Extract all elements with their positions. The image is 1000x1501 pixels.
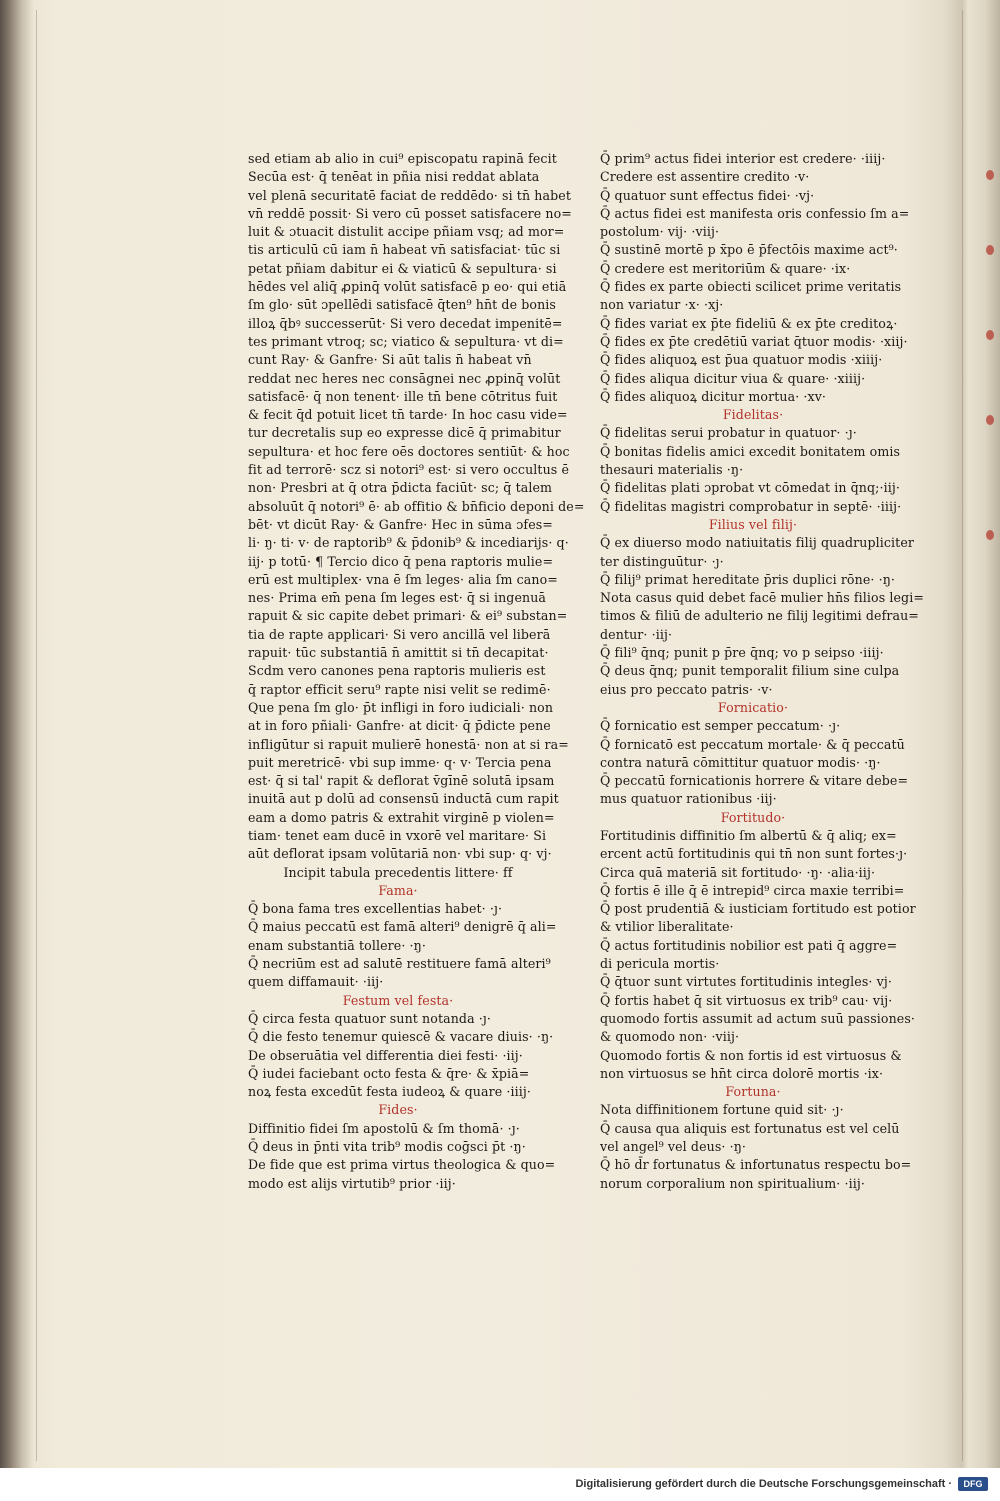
text-line: Q̄ iudei faciebant octo festa & q̄re· & x̄piā= xyxy=(248,1065,530,1081)
text-line: Q̄ ex diuerso modo natiuitatis filij quadrupliciter xyxy=(600,535,915,551)
text-line: tiam· tenet eam ducē in vxorē vel maritare· Si xyxy=(248,827,547,843)
text-line: Que pena ſm glo· p̄t infligi in foro iudiciali· non xyxy=(248,699,554,715)
text-line: Q̄ quatuor sunt effectus fidei· ·vj· xyxy=(600,187,815,203)
left-text-column xyxy=(248,150,585,1193)
text-line: reddat nec heres nec consāgnei nec ꝓpinq̄ volūt xyxy=(248,370,561,386)
text-line: vel angel⁹ vel deus· ·ŋ· xyxy=(600,1139,747,1155)
text-line: aūt deflorat ipsam volūtariā non· vbi sup· q· vj· xyxy=(248,846,552,862)
text-line: Q̄ fidelitas plati ɔprobat vt cōmedat in q̄nq;·iij· xyxy=(600,480,900,496)
text-line: postolum· vij· ·viij· xyxy=(600,224,720,240)
text-line: modo est alijs virtutib⁹ prior ·iij· xyxy=(248,1175,456,1191)
text-line: non· Presbri at q̄ otra p̄dicta faciūt· sc; q̄ talem xyxy=(248,480,553,496)
text-line: thesauri materialis ·ŋ· xyxy=(600,462,744,478)
next-page-edge-rubrics xyxy=(986,150,998,550)
text-line: Q̄ causa qua aliquis est fortunatus est vel celū xyxy=(600,1120,900,1136)
text-line: li· ŋ· ti· v· de raptorib⁹ & p̄donib⁹ & incediarijs· q· xyxy=(248,535,569,551)
text-line: norum corporalium non spiritualium· ·iij· xyxy=(600,1175,865,1191)
text-line: est· q̄ si tal' rapit & deflorat v̄gīnē solutā ipsam xyxy=(248,773,555,789)
text-line: illoꝝ q̄bꝰ successerūt· Si vero decedat impenitē= xyxy=(248,315,563,331)
text-line: rapuit & sic capite debet primari· & ei⁹ substan= xyxy=(248,608,568,624)
text-line: vn̄ reddē possit· Si vero cū posset satisfacere no= xyxy=(248,205,572,221)
text-line: nes· Prima em̄ pena ſm leges est· q̄ si ingenuā xyxy=(248,590,547,606)
text-line: Q̄ fides aliquoꝝ est p̄ua quatuor modis ·xiiij· xyxy=(600,352,883,368)
text-line: Q̄ fornicatio est semper peccatum· ·ȷ· xyxy=(600,718,841,734)
text-line: Q̄ actus fidei est manifesta oris confessio ſm a= xyxy=(600,205,910,221)
text-line: Q̄ sustinē mortē p x̄po ē p̄fectōis maxime act⁹· xyxy=(600,242,898,258)
text-line: Q̄ fides ex parte obiecti scilicet prime veritatis xyxy=(600,279,902,295)
text-line: tur decretalis sup eo expresse dicē q̄ primabitur xyxy=(248,425,561,441)
text-line: Q̄ deus q̄nq; punit temporalit filium sine culpa xyxy=(600,663,900,679)
dfg-logo: DFG xyxy=(958,1477,988,1491)
text-line: puit meretricē· vbi sup imme· q· v· Tercia pena xyxy=(248,754,552,770)
text-line: erū est multiplex· vna ē ſm leges· alia ſm cano= xyxy=(248,571,558,587)
text-line: tis articulū cū iam n̄ habeat vn̄ satisfaciat· tūc si xyxy=(248,242,561,258)
text-line: Q̄ q̄tuor sunt virtutes fortitudinis integles· vj· xyxy=(600,974,892,990)
right-text-column xyxy=(600,150,925,1193)
text-line: at in foro pñiali· Ganfre· at dicit· q̄ p̄dicte pene xyxy=(248,718,551,734)
text-line: tia de rapte applicari· Si vero ancillā vel liberā xyxy=(248,626,551,642)
text-line: Q̄ fortis habet q̄ sit virtuosus ex trib⁹ cau· vij· xyxy=(600,992,893,1008)
text-line: & quomodo non· ·viij· xyxy=(600,1029,740,1045)
text-line: Q̄ maius peccatū est famā alteri⁹ denigrē q̄ ali= xyxy=(248,919,557,935)
text-line: Q̄ hō d̄r fortunatus & infortunatus respectu bo= xyxy=(600,1157,912,1173)
text-line: eam a domo patris & extrahit virginē p violen= xyxy=(248,809,555,825)
text-line: De obseruātia vel differentia diei festi· ·iij· xyxy=(248,1047,523,1063)
text-line: tes primant vtroq; sc; viatico & sepultura· vt di= xyxy=(248,333,564,349)
text-line: Q̄ circa festa quatuor sunt notanda ·ȷ· xyxy=(248,1010,492,1026)
text-line: Q̄ fidelitas serui probatur in quatuor· ·ȷ· xyxy=(600,425,857,441)
text-line: rapuit· tūc substantiā n̄ amittit si tn̄ decapitat· xyxy=(248,645,549,661)
text-line: sepultura· et hoc fere oēs doctores sentiūt· & hoc xyxy=(248,443,570,459)
text-line: Q̄ post prudentiā & iusticiam fortitudo est potior xyxy=(600,901,916,917)
text-line: Fortitudinis diffinitio ſm albertū & q̄ aliq; ex= xyxy=(600,827,897,843)
text-line: ercent actū fortitudinis qui tn̄ non sunt fortes·ȷ· xyxy=(600,846,908,862)
text-line: & fecit q̄d potuit licet tn̄ tarde· In hoc casu vide= xyxy=(248,407,568,423)
text-line: Scdm vero canones pena raptoris mulieris est xyxy=(248,663,546,679)
text-line: Incipit tabula precedentis littere· ff xyxy=(283,864,513,880)
section-heading: Fortitudo· xyxy=(720,809,786,825)
text-line: non virtuosus se hn̄t circa dolorē mortis ·ix· xyxy=(600,1065,884,1081)
text-line: inuitā aut p dolū ad consensū inductā cum rapit xyxy=(248,791,559,807)
text-line: bēt· vt dicūt Ray· & Ganfre· Hec in sūma ɔfes= xyxy=(248,516,553,532)
section-heading: Fortuna· xyxy=(725,1084,781,1100)
text-line: Q̄ fidelitas magistri comprobatur in septē· ·iiij· xyxy=(600,498,902,514)
funding-notice: Digitalisierung gefördert durch die Deutsche Forschungsgemeinschaft · xyxy=(575,1478,952,1490)
text-line: Q̄ fides variat ex p̄te fideliū & ex p̄te creditoꝝ· xyxy=(600,315,898,331)
section-heading: Fornicatio· xyxy=(717,699,789,715)
text-line: di pericula mortis· xyxy=(600,956,720,972)
text-line: & vtilior liberalitate· xyxy=(600,919,734,935)
text-line: ter distinguūtur· ·ȷ· xyxy=(600,553,724,569)
section-heading: Fides· xyxy=(378,1102,418,1118)
text-line: Q̄ fornicatō est peccatum mortale· & q̄ peccatū xyxy=(600,736,905,752)
text-line: Q̄ credere est meritoriūm & quare· ·ix· xyxy=(600,260,851,276)
text-line: iij· p totū· ¶ Tercio dico q̄ pena raptoris mulie= xyxy=(248,553,554,569)
text-line: Q̄ fortis ē ille q̄ ē intrepid⁹ circa maxie terribi= xyxy=(600,882,905,898)
text-line: Nota diffinitionem fortune quid sit· ·ȷ· xyxy=(600,1102,844,1118)
text-line: enam substantiā tollere· ·ŋ· xyxy=(248,937,426,953)
text-line: Q̄ actus fortitudinis nobilior est pati q̄ aggre= xyxy=(600,937,898,953)
text-line: eius pro peccato patris· ·v· xyxy=(600,681,773,697)
text-line: contra naturā cōmittitur quatuor modis· ·ŋ· xyxy=(600,754,881,770)
text-line: Q̄ necriūm est ad salutē restituere famā alteri⁹ xyxy=(248,956,551,972)
text-line: Q̄ fili⁹ q̄nq; punit p p̄re q̄nq; vo p seipso ·iiij· xyxy=(600,645,884,661)
text-line: quomodo fortis assumit ad actum suū passiones· xyxy=(600,1010,915,1026)
digitization-footer xyxy=(0,1468,1000,1501)
text-line: absoluūt q̄ notori⁹ ē· ab offitio & bn̄ficio deponi de= xyxy=(248,498,585,514)
text-line: Circa quā materiā sit fortitudo· ·ŋ· ·alia·iij· xyxy=(600,864,876,880)
text-line: luit & ɔtuacit distulit accipe pñiam vsq; ad mor= xyxy=(248,224,565,240)
text-line: hēdes vel aliq̄ ꝓpinq̄ volūt satisfacē p eo· qui etiā xyxy=(248,279,567,295)
text-line: petat pñiam dabitur ei & viaticū & sepultura· si xyxy=(248,260,557,276)
section-heading: Fidelitas· xyxy=(722,407,784,423)
text-line: Q̄ die festo tenemur quiescē & vacare diuis· ·ŋ· xyxy=(248,1029,554,1045)
text-line: infligūtur si rapuit mulierē honestā· non at si ra= xyxy=(248,736,569,752)
text-line: De fide que est prima virtus theologica & quo= xyxy=(248,1157,556,1173)
section-heading: Fama· xyxy=(378,882,418,898)
text-line: fit ad terrorē· scz si notori⁹ est· si vero occultus ē xyxy=(248,462,569,478)
text-line: Q̄ bona fama tres excellentias habet· ·ȷ· xyxy=(248,901,503,917)
text-line: ſm glo· sūt ɔpellēdi satisfacē q̄ten⁹ hn̄t de bonis xyxy=(248,297,556,313)
text-line: Q̄ peccatū fornicationis horrere & vitare debe= xyxy=(600,773,909,789)
text-line: noꝝ festa excedūt festa iudeoꝝ & quare ·iiij· xyxy=(248,1084,531,1100)
text-line: non variatur ·x· ·xj· xyxy=(600,297,724,313)
text-line: Q̄ bonitas fidelis amici excedit bonitatem omis xyxy=(600,443,901,459)
text-line: q̄ raptor efficit seru⁹ rapte nisi velit se redimē· xyxy=(248,681,551,697)
text-line: Q̄ fides aliquoꝝ dicitur mortua· ·xv· xyxy=(600,388,827,404)
text-line: quem diffamauit· ·iij· xyxy=(248,974,384,990)
text-line: Q̄ filij⁹ primat hereditate p̄ris duplici rōne· ·ŋ· xyxy=(600,571,896,587)
text-line: cunt Ray· & Ganfre· Si aūt talis n̄ habeat vn̄ xyxy=(248,352,532,368)
text-line: Secūa est· q̄ tenēat in pñia nisi reddat ablata xyxy=(248,169,540,185)
text-line: Q̄ fides aliqua dicitur viua & quare· ·xiiij· xyxy=(600,370,866,386)
text-line: Credere est assentire credito ·v· xyxy=(600,169,810,185)
text-line: Q̄ prim⁹ actus fidei interior est credere· ·iiij· xyxy=(600,151,886,166)
text-line: satisfacē· q̄ non tenent· ille tn̄ bene cōtritus fuit xyxy=(248,388,558,404)
text-line: timos & filiū de adulterio ne filij legitimi defrau= xyxy=(600,608,919,624)
text-line: sed etiam ab alio in cui⁹ episcopatu rapinā fecit xyxy=(248,151,557,166)
text-line: Quomodo fortis & non fortis id est virtuosus & xyxy=(600,1047,902,1063)
section-heading: Filius vel filij· xyxy=(708,516,798,532)
text-line: dentur· ·iij· xyxy=(600,626,673,642)
text-line: Q̄ fides ex p̄te credētiū variat q̄tuor modis· ·xiij· xyxy=(600,333,908,349)
text-line: Diffinitio fidei ſm apostolū & ſm thomā· ·ȷ· xyxy=(248,1120,520,1136)
text-line: mus quatuor rationibus ·iij· xyxy=(600,791,777,807)
text-line: Nota casus quid debet facē mulier hn̄s filios legi= xyxy=(600,590,925,606)
section-heading: Festum vel festa· xyxy=(342,992,454,1008)
text-line: Q̄ deus in p̄nti vita trib⁹ modis coḡsci p̄t ·ŋ· xyxy=(248,1139,526,1155)
text-line: vel plenā securitatē faciat de reddēdo· si tn̄ habet xyxy=(248,187,571,203)
